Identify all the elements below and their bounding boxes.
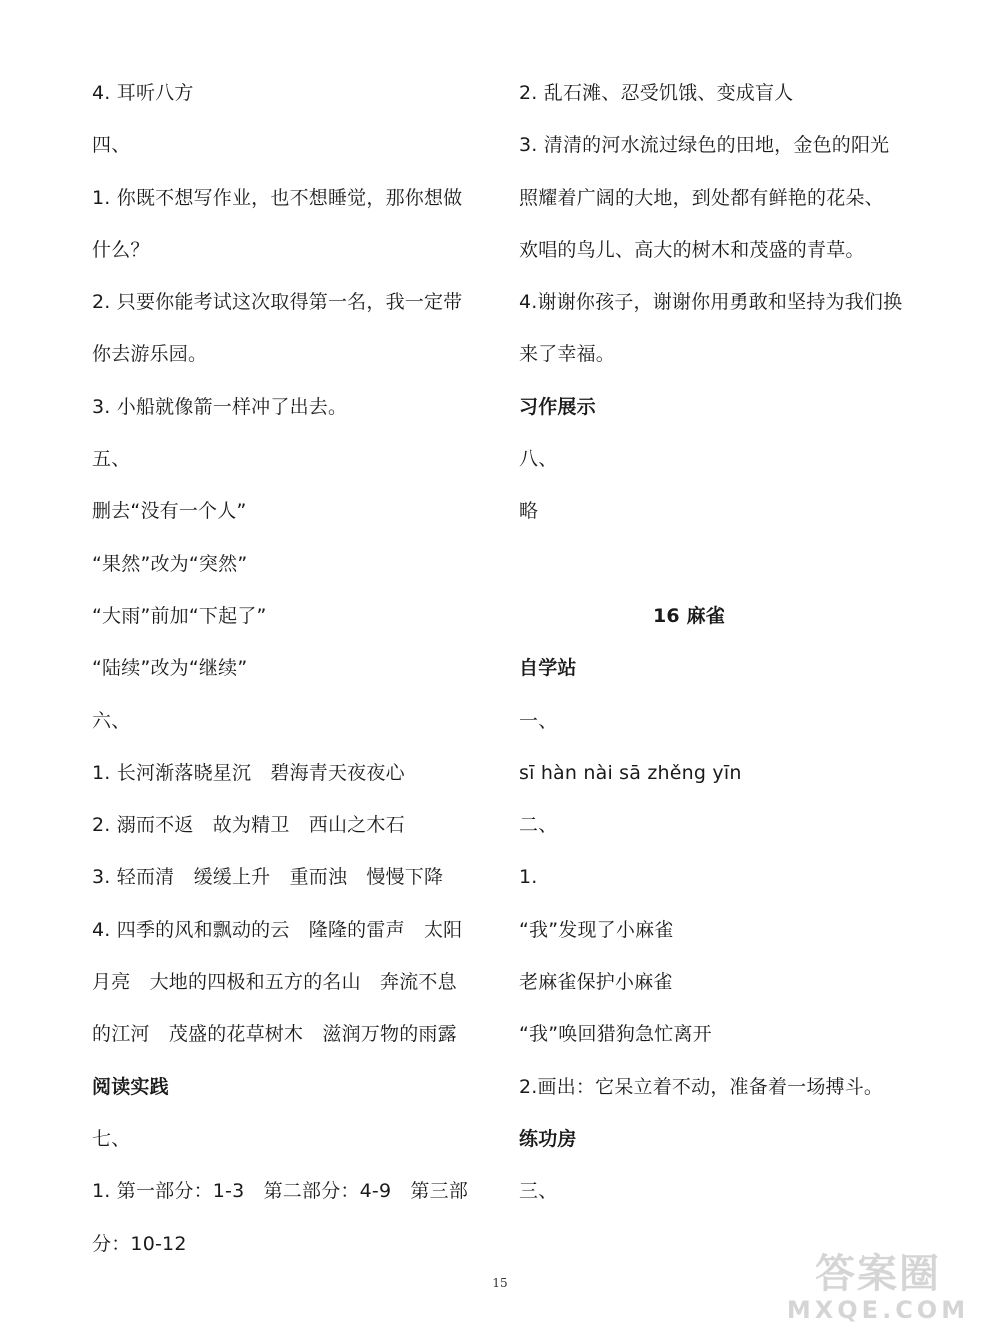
left-text-line: 1. 你既不想写作业，也不想睡觉，那你想做 bbox=[92, 186, 463, 209]
left-text-line: “大雨”前加“下起了” bbox=[92, 604, 267, 627]
right-text-line: 1. bbox=[519, 866, 538, 889]
right-text-line: sī hàn nài sā zhěng yīn bbox=[519, 761, 742, 784]
right-heading: 习作展示 bbox=[519, 395, 596, 418]
left-text-line: 3. 小船就像箭一样冲了出去。 bbox=[92, 395, 348, 418]
left-text-line: 你去游乐园。 bbox=[92, 343, 208, 366]
left-text-line: 的江河 茂盛的花草树木 滋润万物的雨露 bbox=[92, 1023, 457, 1046]
left-text-line: 1. 第一部分：1-3 第二部分：4-9 第三部 bbox=[92, 1180, 469, 1203]
left-text-line: 4. 四季的风和飘动的云 隆隆的雷声 太阳 bbox=[92, 918, 463, 941]
right-text-line: 2. 乱石滩、忍受饥饿、变成盲人 bbox=[519, 82, 794, 104]
left-text-line: “果然”改为“突然” bbox=[92, 552, 248, 575]
right-text-line: 三、 bbox=[519, 1180, 558, 1203]
right-text-line: “我”发现了小麻雀 bbox=[519, 918, 674, 941]
left-text-line: 七、 bbox=[92, 1127, 131, 1150]
left-text-line: 2. 只要你能考试这次取得第一名，我一定带 bbox=[92, 291, 463, 314]
right-text-line: 4.谢谢你孩子，谢谢你用勇敢和坚持为我们换 bbox=[519, 291, 903, 314]
left-column bbox=[92, 70, 512, 1273]
right-text-line: 八、 bbox=[519, 448, 558, 471]
right-text-line: 一、 bbox=[519, 709, 558, 732]
watermark-top-text: 答案圈 bbox=[815, 1251, 941, 1297]
left-text-line: 2. 溺而不返 故为精卫 西山之木石 bbox=[92, 814, 405, 837]
right-heading: 自学站 bbox=[519, 657, 577, 680]
left-text-line: 1. 长河渐落晓星沉 碧海青天夜夜心 bbox=[92, 761, 405, 784]
right-text-line: 2.画出：它呆立着不动，准备着一场搏斗。 bbox=[519, 1075, 884, 1098]
left-text-line: 月亮 大地的四极和五方的名山 奔流不息 bbox=[92, 971, 457, 994]
right-column bbox=[519, 70, 919, 1221]
right-text-line: 照耀着广阔的大地，到处都有鲜艳的花朵、 bbox=[519, 186, 884, 209]
left-text-line: 四、 bbox=[92, 134, 131, 157]
right-text-line: “我”唤回猎狗急忙离开 bbox=[519, 1023, 712, 1046]
left-text-line: 六、 bbox=[92, 709, 131, 732]
right-heading: 16 麻雀 bbox=[652, 604, 726, 627]
right-text-line: 老麻雀保护小麻雀 bbox=[519, 971, 673, 994]
watermark-logo bbox=[778, 1252, 978, 1330]
left-text-line: 五、 bbox=[92, 448, 131, 471]
left-text-line: 4. 耳听八方 bbox=[92, 82, 194, 104]
right-text-line: 欢唱的鸟儿、高大的树木和茂盛的青草。 bbox=[519, 238, 865, 261]
right-text-line: 3. 清清的河水流过绿色的田地，金色的阳光 bbox=[519, 134, 890, 157]
left-text-line: “陆续”改为“继续” bbox=[92, 657, 248, 680]
page-number: 15 bbox=[492, 1276, 508, 1290]
left-text-line: 分：10-12 bbox=[92, 1232, 187, 1255]
left-heading: 阅读实践 bbox=[92, 1075, 169, 1098]
left-text-line: 删去“没有一个人” bbox=[92, 500, 247, 523]
right-text-line: 略 bbox=[519, 500, 539, 523]
right-text-line: 来了幸福。 bbox=[519, 343, 616, 366]
right-text-line: 二、 bbox=[519, 814, 558, 837]
left-text-line: 3. 轻而清 缓缓上升 重而浊 慢慢下降 bbox=[92, 866, 444, 889]
watermark-bottom-text: MXQE.COM bbox=[786, 1296, 970, 1324]
right-text-line bbox=[519, 541, 919, 593]
left-text-line: 什么？ bbox=[92, 238, 150, 261]
right-heading: 练功房 bbox=[519, 1127, 577, 1150]
